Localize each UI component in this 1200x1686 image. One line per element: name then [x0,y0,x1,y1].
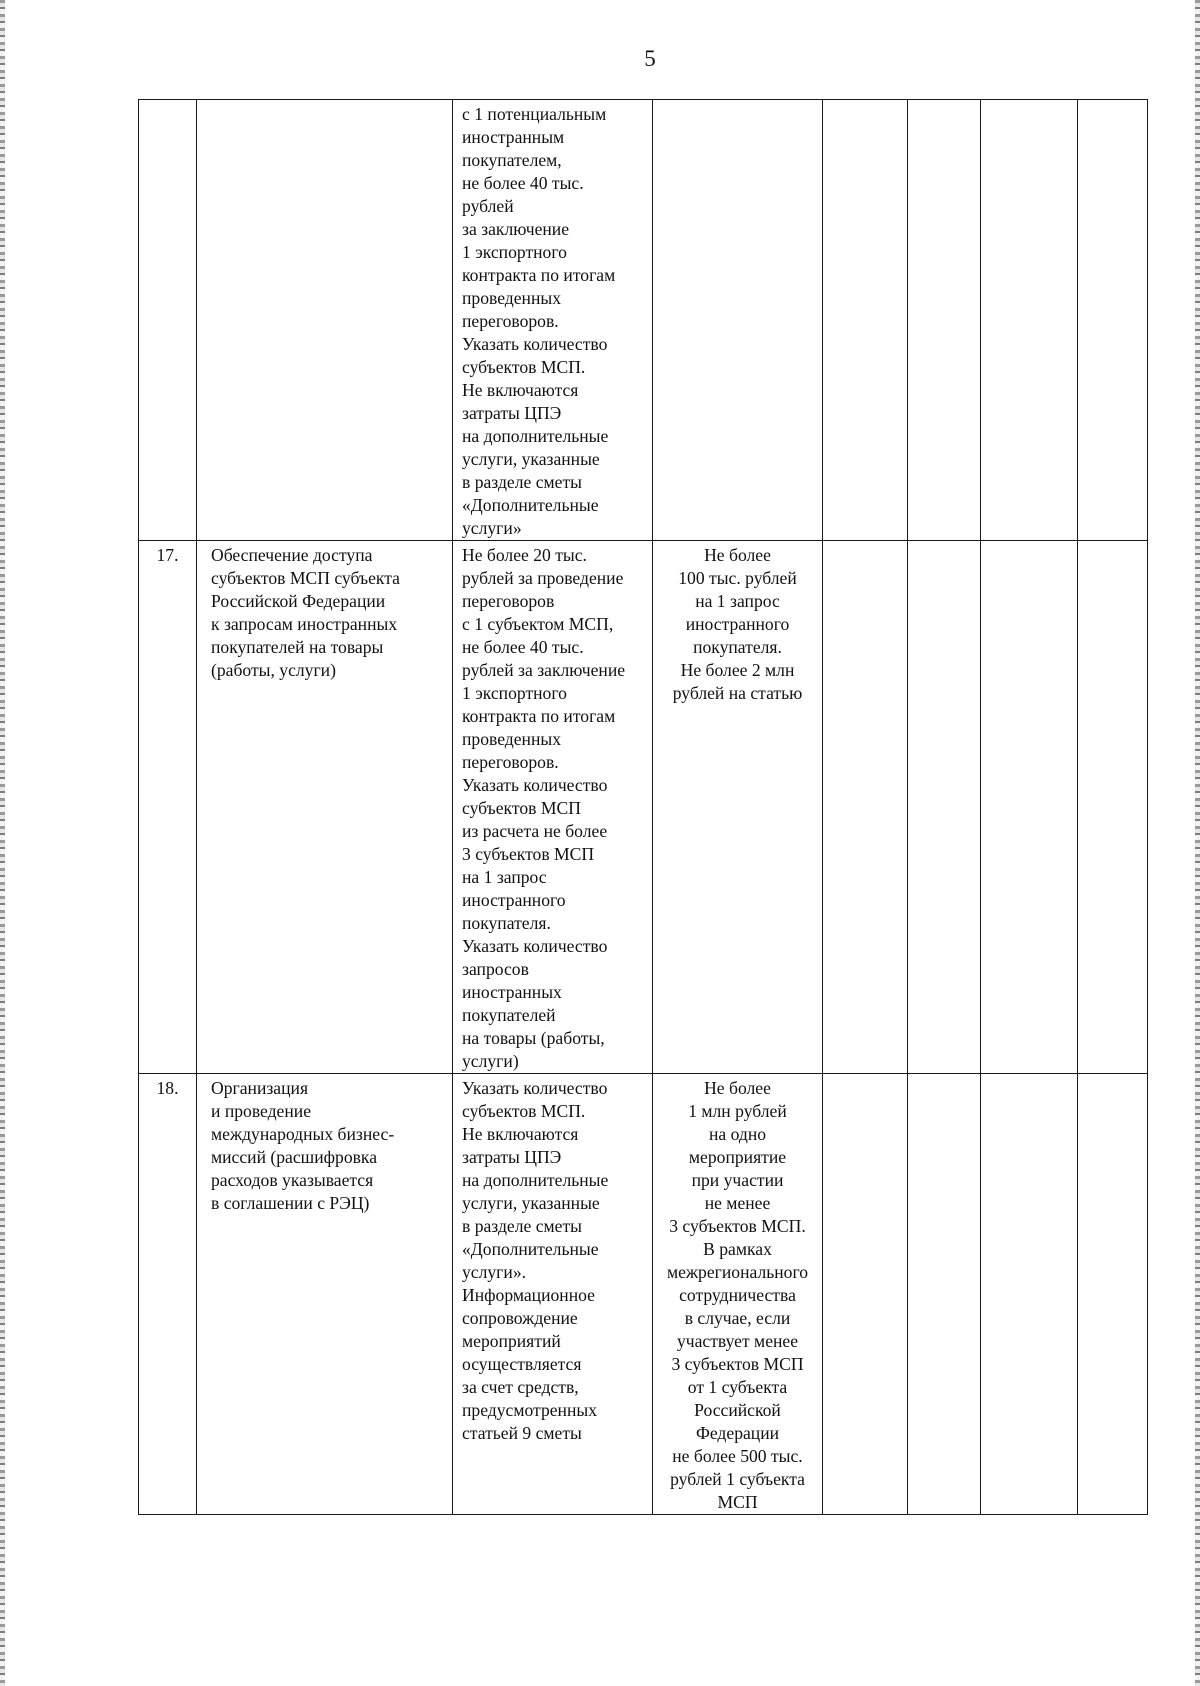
limit-cell [653,100,823,541]
row-number-cell: 17. [139,541,197,1074]
empty-cell-7 [981,541,1078,1074]
page-number: 5 [644,46,656,71]
table-row-continuation [139,100,1148,541]
empty-cell-6 [908,1074,981,1515]
empty-cell-8 [1078,1074,1148,1515]
calculation-cell: Указать количество субъектов МСП. Не включаются затраты ЦПЭ на дополнительные услуги, указанные в разделе сметы «Дополнительные услуги». Информационное сопровождение мероприятий осуществляется за счет средств, предусмотренных статьей 9 сметы [453,1074,653,1515]
empty-cell-7 [981,1074,1078,1515]
table-row-18 [139,1074,1148,1515]
limit-cell: Не более 1 млн рублей на одно мероприятие при участии не менее 3 субъектов МСП. В рамках межрегионального сотрудничества в случае, если участвует менее 3 субъектов МСП от 1 субъекта Российской Федерации не более 500 тыс. рублей 1 субъекта МСП [653,1074,823,1515]
measure-name-cell [197,100,453,541]
table-row-17 [139,541,1148,1074]
row-number-cell [139,100,197,541]
empty-cell-6 [908,100,981,541]
empty-cell-8 [1078,541,1148,1074]
measures-table [138,99,1148,1515]
calculation-cell: с 1 потенциальным иностранным покупателем, не более 40 тыс. рублей за заключение 1 экспортного контракта по итогам проведенных переговоров. Указать количество субъектов МСП. Не включаются затраты ЦПЭ на дополнительные услуги, указанные в разделе сметы «Дополнительные услуги» [453,100,653,541]
measure-name-cell: Обеспечение доступа субъектов МСП субъекта Российской Федерации к запросам иностранных покупателей на товары (работы, услуги) [197,541,453,1074]
limit-cell: Не более 100 тыс. рублей на 1 запрос иностранного покупателя. Не более 2 млн рублей на статью [653,541,823,1074]
scan-edge-left [0,0,5,1686]
empty-cell-5 [823,1074,908,1515]
empty-cell-5 [823,100,908,541]
measure-name-cell: Организация и проведение международных бизнес- миссий (расшифровка расходов указывается в соглашении с РЭЦ) [197,1074,453,1515]
empty-cell-8 [1078,100,1148,541]
empty-cell-7 [981,100,1078,541]
empty-cell-6 [908,541,981,1074]
scan-edge-right [1195,0,1200,1686]
calculation-cell: Не более 20 тыс. рублей за проведение переговоров с 1 субъектом МСП, не более 40 тыс. рублей за заключение 1 экспортного контракта по итогам проведенных переговоров. Указать количество субъектов МСП из расчета не более 3 субъектов МСП на 1 запрос иностранного покупателя. Указать количество запросов иностранных покупателей на товары (работы, услуги) [453,541,653,1074]
empty-cell-5 [823,541,908,1074]
row-number-cell: 18. [139,1074,197,1515]
